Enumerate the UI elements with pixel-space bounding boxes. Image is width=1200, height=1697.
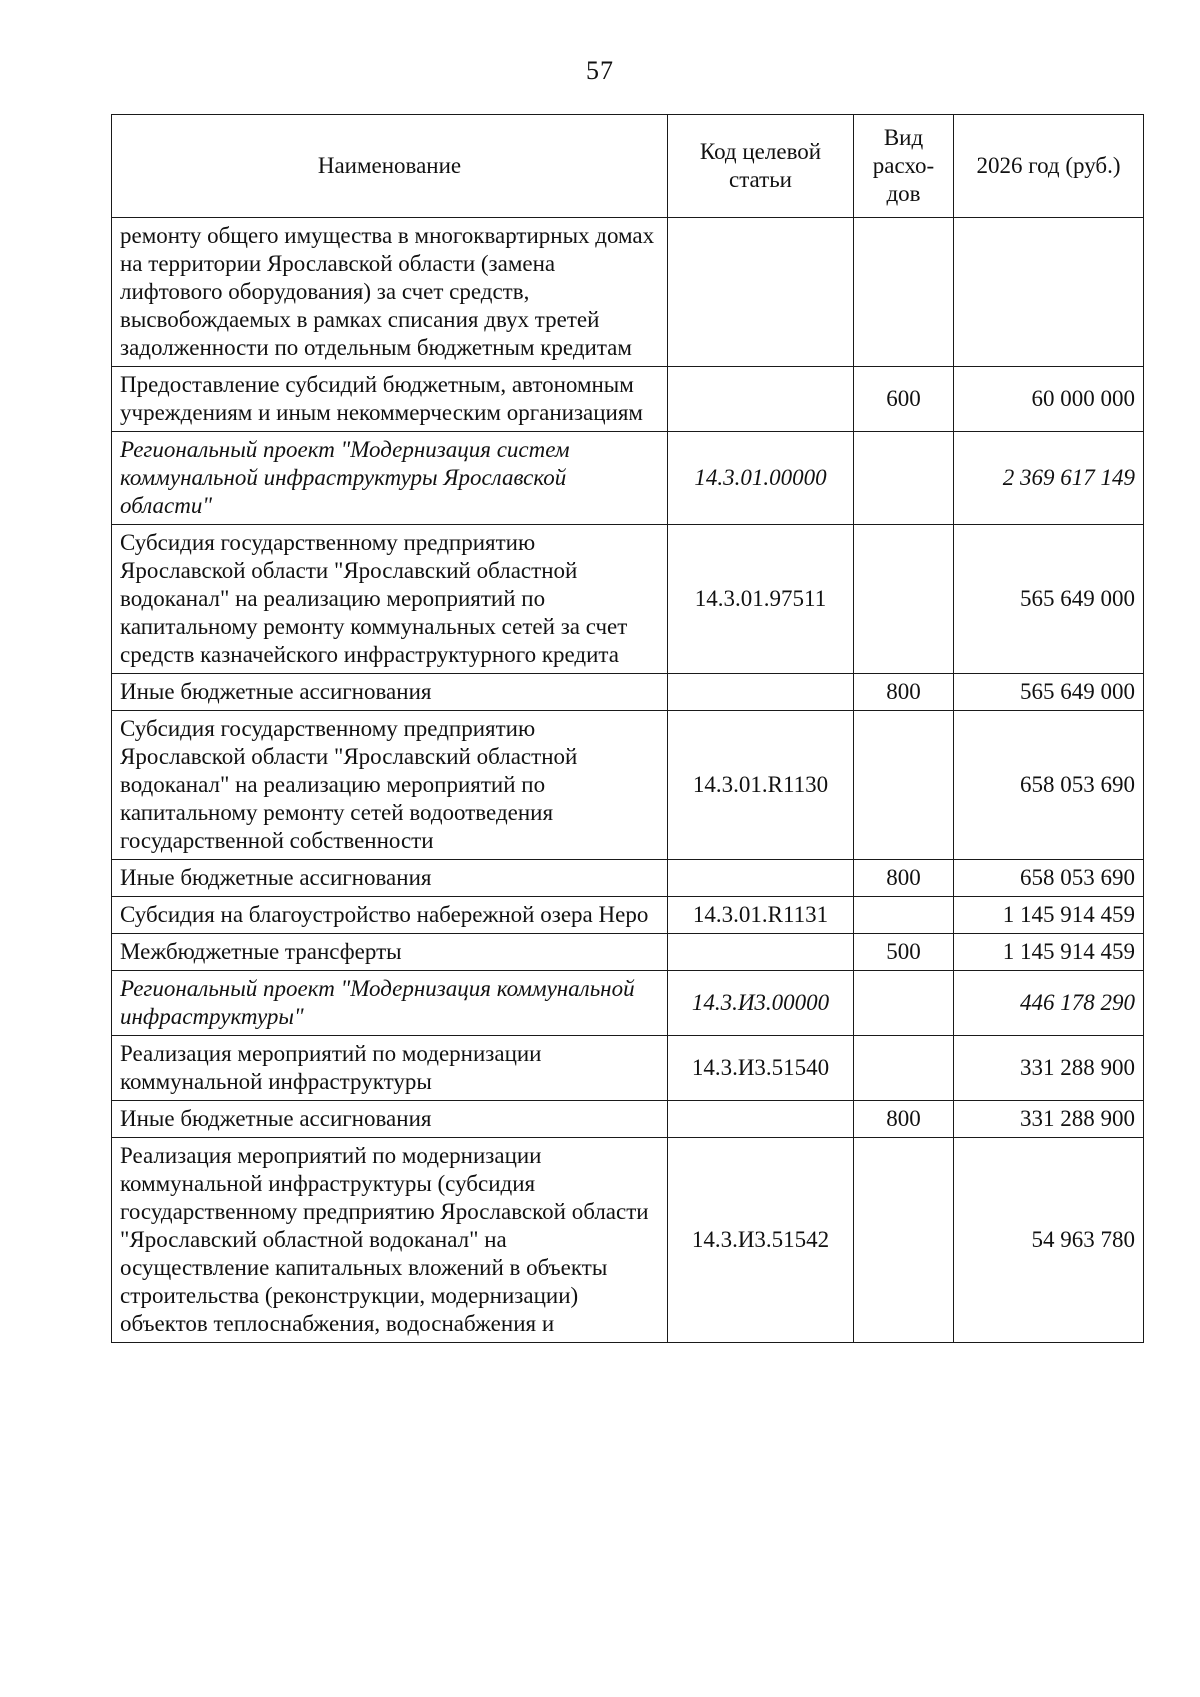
table-row [112, 711, 1144, 860]
row-name: Субсидия государственному предприятию Ярославской области "Ярославский областной водоканал" на реализацию мероприятий по капитальному ремонту коммунальных сетей за счет средств казначейского инфраструктурного кредита [112, 525, 668, 674]
row-name: ремонту общего имущества в многоквартирных домах на территории Ярославской области (замена лифтового оборудования) за счет средств, высвобождаемых в рамках списания двух третей задолженности по отдельным бюджетным кредитам [112, 218, 668, 367]
row-code [668, 860, 854, 897]
row-name: Региональный проект "Модернизация коммунальной инфраструктуры" [112, 971, 668, 1036]
row-kind: 500 [854, 934, 954, 971]
row-name: Субсидия на благоустройство набережной озера Неро [112, 897, 668, 934]
table-row [112, 218, 1144, 367]
header-code: Код целевой статьи [668, 115, 854, 218]
row-code: 14.3.И3.00000 [668, 971, 854, 1036]
row-amount: 331 288 900 [954, 1036, 1144, 1101]
row-name: Реализация мероприятий по модернизации коммунальной инфраструктуры [112, 1036, 668, 1101]
row-name: Субсидия государственному предприятию Ярославской области "Ярославский областной водоканал" на реализацию мероприятий по капитальному ремонту сетей водоотведения государственной собственности [112, 711, 668, 860]
table-body [112, 218, 1144, 1343]
row-amount: 331 288 900 [954, 1101, 1144, 1138]
row-amount: 565 649 000 [954, 525, 1144, 674]
row-code [668, 218, 854, 367]
row-amount: 1 145 914 459 [954, 934, 1144, 971]
row-code: 14.3.01.97511 [668, 525, 854, 674]
row-name: Иные бюджетные ассигнования [112, 860, 668, 897]
table-row [112, 1036, 1144, 1101]
row-code: 14.3.И3.51542 [668, 1138, 854, 1343]
row-kind [854, 1036, 954, 1101]
table-row [112, 1138, 1144, 1343]
row-kind: 800 [854, 860, 954, 897]
row-name: Предоставление субсидий бюджетным, автономным учреждениям и иным некоммерческим организациям [112, 367, 668, 432]
row-amount: 446 178 290 [954, 971, 1144, 1036]
row-amount: 2 369 617 149 [954, 432, 1144, 525]
table-row [112, 674, 1144, 711]
page-number: 57 [586, 56, 614, 85]
table-row [112, 860, 1144, 897]
table-row [112, 1101, 1144, 1138]
row-kind [854, 218, 954, 367]
table-row [112, 432, 1144, 525]
row-name: Иные бюджетные ассигнования [112, 1101, 668, 1138]
header-name: Наименование [112, 115, 668, 218]
header-row [112, 115, 1144, 218]
row-name: Иные бюджетные ассигнования [112, 674, 668, 711]
row-amount: 658 053 690 [954, 711, 1144, 860]
budget-table [111, 114, 1144, 1343]
row-kind [854, 432, 954, 525]
row-code: 14.3.01.00000 [668, 432, 854, 525]
table-row [112, 971, 1144, 1036]
row-kind: 800 [854, 674, 954, 711]
row-amount: 60 000 000 [954, 367, 1144, 432]
row-amount: 1 145 914 459 [954, 897, 1144, 934]
row-code [668, 367, 854, 432]
row-kind [854, 971, 954, 1036]
row-kind [854, 711, 954, 860]
row-kind: 800 [854, 1101, 954, 1138]
row-amount [954, 218, 1144, 367]
table-row [112, 525, 1144, 674]
row-code [668, 674, 854, 711]
row-name: Реализация мероприятий по модернизации коммунальной инфраструктуры (субсидия государственному предприятию Ярославской области "Ярославский областной водоканал" на осуществление капитальных вложений в объекты строительства (реконструкции, модернизации) объектов теплоснабжения, водоснабжения и [112, 1138, 668, 1343]
row-amount: 658 053 690 [954, 860, 1144, 897]
table-row [112, 934, 1144, 971]
row-name: Региональный проект "Модернизация систем коммунальной инфраструктуры Ярославской области" [112, 432, 668, 525]
table-row [112, 367, 1144, 432]
row-code: 14.3.01.R1130 [668, 711, 854, 860]
row-kind [854, 525, 954, 674]
row-name: Межбюджетные трансферты [112, 934, 668, 971]
row-code: 14.3.И3.51540 [668, 1036, 854, 1101]
row-code [668, 934, 854, 971]
row-code: 14.3.01.R1131 [668, 897, 854, 934]
row-amount: 565 649 000 [954, 674, 1144, 711]
row-kind [854, 897, 954, 934]
row-kind: 600 [854, 367, 954, 432]
header-kind: Вид расхо-дов [854, 115, 954, 218]
table-header [112, 115, 1144, 218]
row-kind [854, 1138, 954, 1343]
row-code [668, 1101, 854, 1138]
table-row [112, 897, 1144, 934]
header-amount: 2026 год (руб.) [954, 115, 1144, 218]
row-amount: 54 963 780 [954, 1138, 1144, 1343]
